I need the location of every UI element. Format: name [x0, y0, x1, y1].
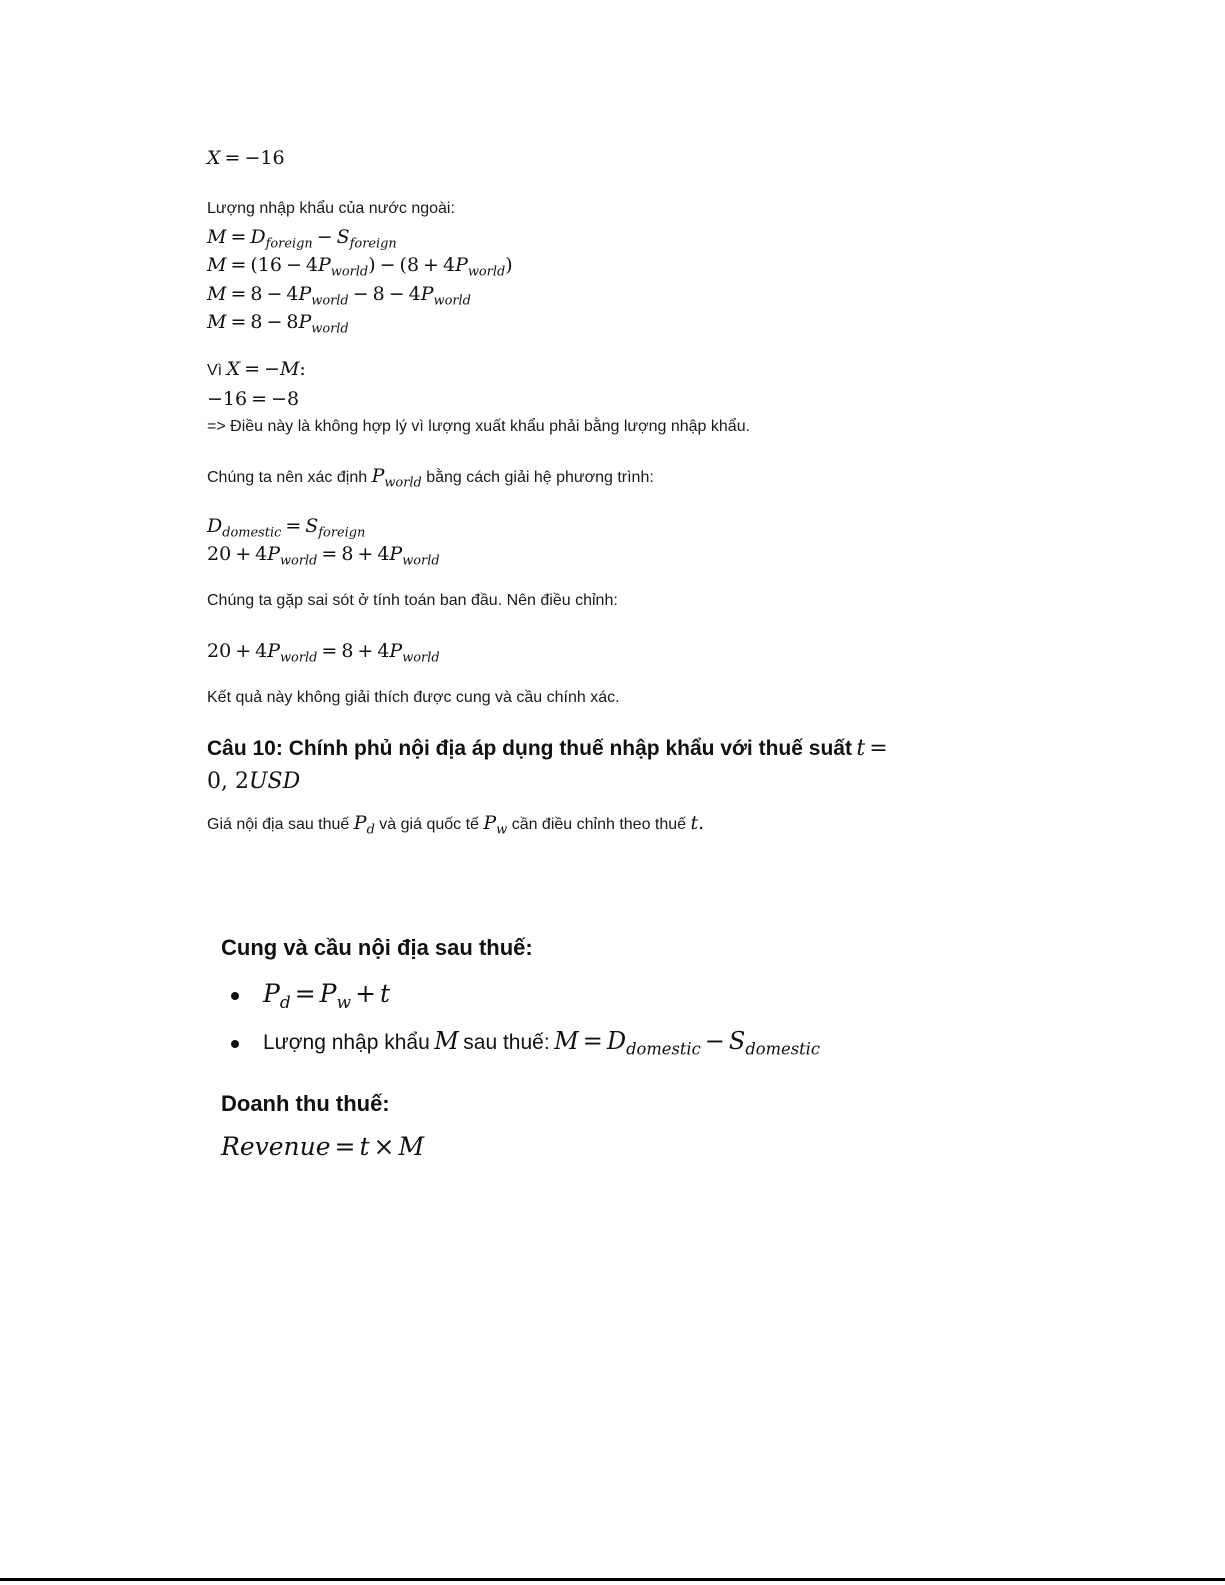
x-result-eq: X = −16	[207, 147, 285, 169]
question10-title-text: Câu 10: Chính phủ nội địa áp dụng thuế nhập khẩu với thuế suất	[207, 737, 852, 760]
bullet2-text-2: sau thuế:	[463, 1031, 550, 1054]
bullet-dot-2	[231, 1040, 239, 1048]
question10-title: Câu 10: Chính phủ nội địa áp dụng thuế nhập khẩu với thuế suất t =	[207, 736, 888, 761]
adjust-eq: $20 + 4P_{world} = 8 + 4P_{world}$	[207, 640, 440, 666]
revenue-formula: Revenue = t × M	[221, 1132, 425, 1161]
conclusion-text: => Điều này là không hợp lý vì lượng xuất khẩu phải bằng lượng nhập khẩu.	[207, 418, 751, 435]
desc-part-2: và giá quốc tế	[379, 816, 479, 833]
revenue-heading: Doanh thu thuế:	[221, 1091, 390, 1116]
m-eq-3: $M = 8 - 4P_{world} - 8 - 4P_{world}$	[207, 283, 471, 309]
bullet-dot-1	[231, 992, 239, 1000]
sys-eq-2: $20 + 4P_{world} = 8 + 4P_{world}$	[207, 543, 440, 569]
determine-suffix: bằng cách giải hệ phương trình:	[426, 469, 654, 486]
determine-prefix: Chúng ta nên xác định	[207, 469, 368, 486]
bullet2-text-1: Lượng nhập khẩu	[263, 1031, 430, 1054]
m-eq-4: $M = 8 - 8P_{world}$	[207, 311, 349, 337]
determine-line: Chúng ta nên xác định $P_{world}$ bằng cách giải hệ phương trình:	[207, 465, 654, 491]
desc-part-1: Giá nội địa sau thuế	[207, 816, 350, 833]
m-eq-2: $M = (16 - 4P_{world}) - (8 + 4P_{world})$	[207, 254, 513, 280]
question10-desc: Giá nội địa sau thuế $P_d$ và giá quốc tế $P_w$ cần điều chỉnh theo thuế t.	[207, 812, 705, 838]
sys-eq-1: $D_{domestic} = S_{foreign}$	[207, 515, 366, 541]
bullet2: Lượng nhập khẩu M sau thuế: $M = D_{domestic} - S_{domestic}$	[263, 1027, 820, 1059]
bullet1-math: $P_d = P_w + t$	[263, 979, 391, 1013]
contradiction-eq: −16 = −8	[207, 388, 300, 410]
foreign-import-label: Lượng nhập khẩu của nước ngoài:	[207, 200, 455, 217]
bottom-border	[0, 1578, 1225, 1581]
m-eq-1: $M = D_{foreign} - S_{foreign}$	[207, 226, 397, 252]
question10-title-line2: 0, 2USD	[207, 769, 301, 794]
result-note: Kết quả này không giải thích được cung và cầu chính xác.	[207, 689, 620, 706]
since-prefix: Vì	[207, 362, 223, 379]
desc-part-3: cần điều chỉnh theo thuế	[511, 816, 687, 833]
supply-heading: Cung và cầu nội địa sau thuế:	[221, 935, 533, 960]
since-line: Vì X = −M:	[207, 358, 306, 380]
error-note: Chúng ta gặp sai sót ở tính toán ban đầu. Nên điều chỉnh:	[207, 592, 618, 609]
